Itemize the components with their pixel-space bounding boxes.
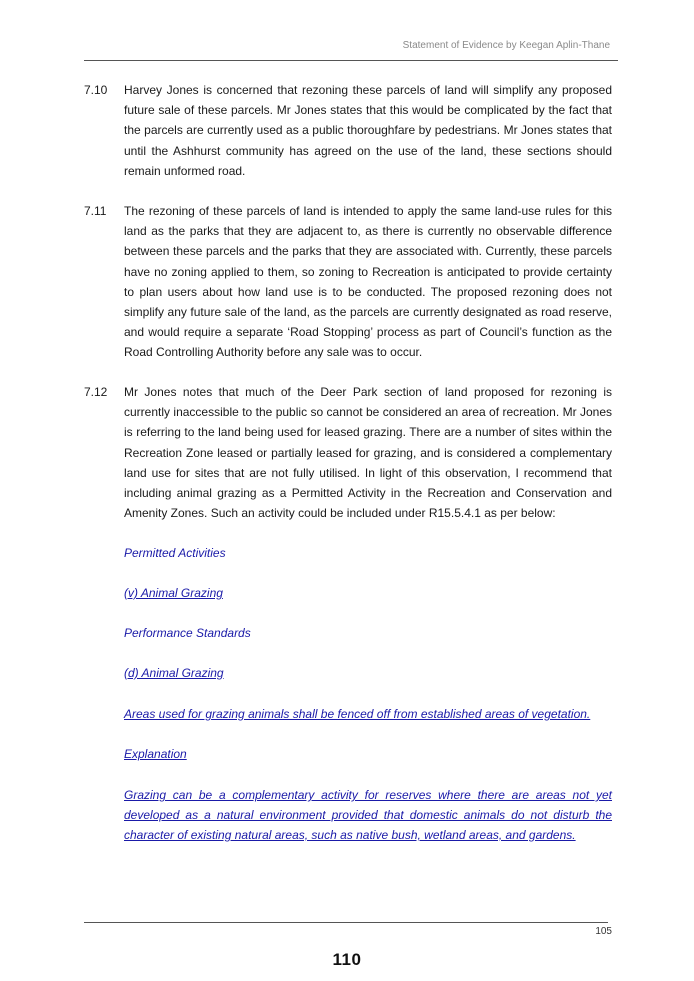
paragraph-text: Harvey Jones is concerned that rezoning these parcels of land will simplify any proposed future sale of these parcels. Mr Jones states that this would be complicated by the fact that the parcels are currently used as a public thoroughfare by pedestrians. Mr Jones states that until the Ashhurst community has agreed on the use of the land, these sections should remain unformed road.: [124, 83, 612, 178]
animal-grazing-standard: (d) Animal Grazing: [124, 666, 224, 680]
paragraph-number: 7.12: [84, 385, 108, 399]
paragraph-7-12: [84, 382, 612, 523]
animal-grazing-activity: (v) Animal Grazing: [124, 586, 223, 600]
footer-rule: [84, 922, 608, 923]
page-number: 105: [595, 926, 612, 937]
paragraph-text: Mr Jones notes that much of the Deer Park section of land proposed for rezoning is currently inaccessible to the public so cannot be considered an area of recreation. Mr Jones is referring to the land being used for leased grazing. There are a number of sites within the Recreation Zone leased or partially leased for grazing, and is considered a complementary land use for sites that are not fully utilised. In light of this observation, I recommend that including animal grazing as a Permitted Activity in the Recreation and Conservation and Amenity Zones. Such an activity could be included under R15.5.4.1 as per below:: [124, 385, 612, 521]
performance-standards-heading: Performance Standards: [124, 626, 251, 640]
paragraph-number: 7.10: [84, 83, 108, 97]
explanation-heading: Explanation: [124, 747, 187, 761]
paragraph-7-11: [84, 201, 612, 363]
permitted-activities-heading: Permitted Activities: [124, 546, 226, 560]
paragraph-number: 7.11: [84, 204, 107, 218]
paragraph-7-10: [84, 80, 612, 181]
stamp-page-number: 110: [332, 950, 362, 969]
fencing-rule: Areas used for grazing animals shall be fenced off from established areas of vegetation.: [124, 707, 591, 721]
explanation-text: Grazing can be a complementary activity for reserves where there are areas not yet developed as a natural environment provided that domestic animals do not disturb the character of existing natural areas, such as native bush, wetland areas, and gardens.: [124, 788, 612, 842]
paragraph-text: The rezoning of these parcels of land is intended to apply the same land-use rules for this land as the parks that they are adjacent to, as there is currently no observable difference between these parcels and the parks that they are associated with. Currently, these parcels have no zoning applied to them, so zoning to Recreation is anticipated to provide certainty to plan users about how land use is to be conducted. The proposed rezoning does not simplify any future sale of the land, as the parcels are currently designated as road reserve, and would require a separate ‘Road Stopping’ process as part of Council’s function as the Road Controlling Authority before any sale was to occur.: [124, 204, 612, 360]
document-header: Statement of Evidence by Keegan Aplin-Thane: [402, 40, 610, 51]
header-rule: [84, 60, 618, 61]
